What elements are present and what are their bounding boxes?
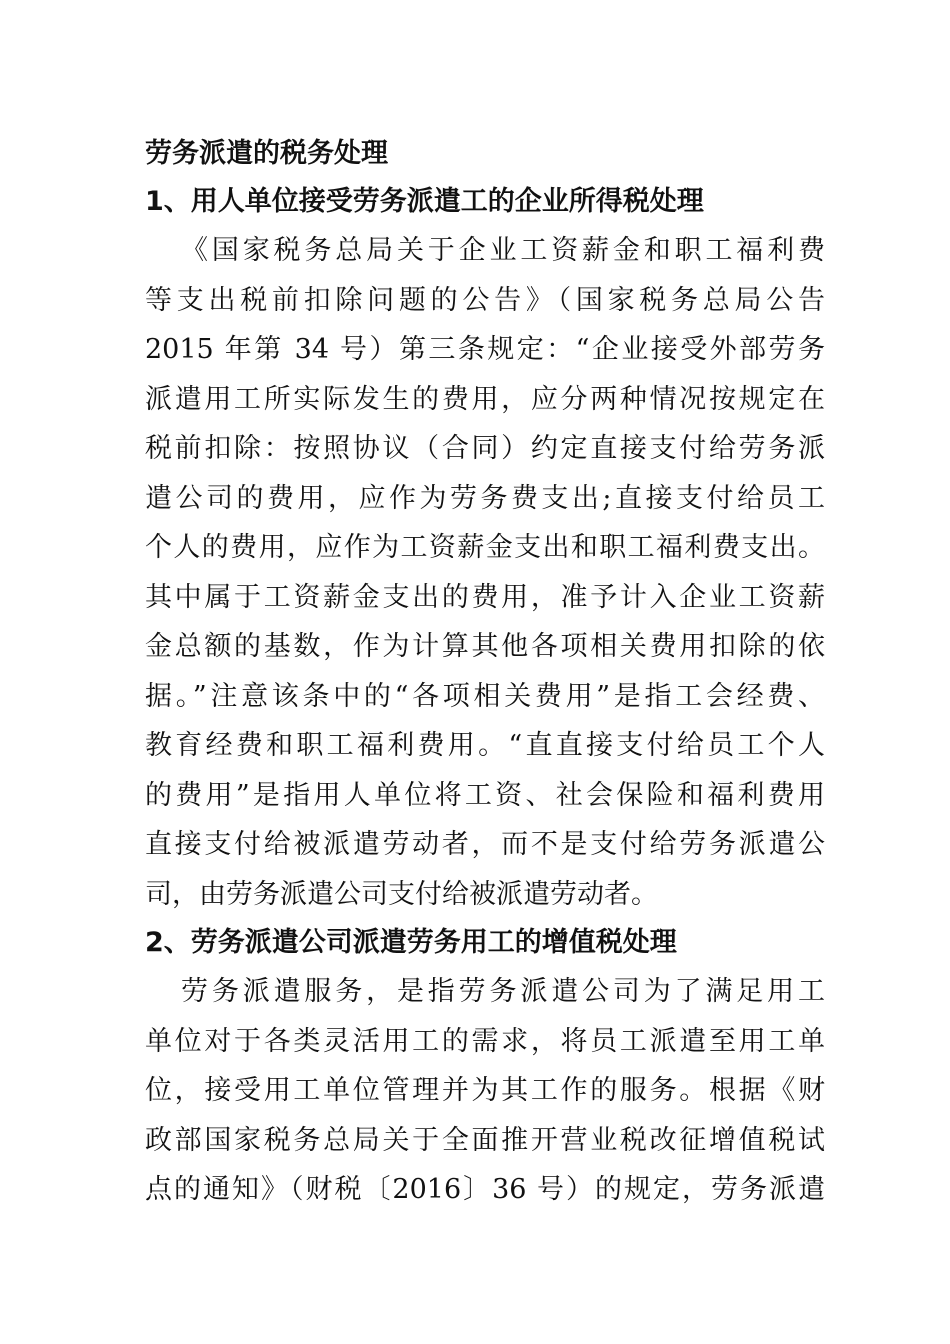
- text-line: 据。”注意该条中的“各项相关费用”是指工会经费、: [145, 680, 825, 712]
- text-line: 司，由劳务派遣公司支付给被派遣劳动者。: [145, 878, 658, 910]
- document-title: 劳务派遣的税务处理: [145, 138, 388, 169]
- text-line: 2015 年第 34 号）第三条规定：“企业接受外部劳务: [145, 334, 825, 365]
- text-line: 点的通知》（财税〔2016〕36 号）的规定，劳务派遣: [145, 1174, 825, 1205]
- section-heading-1: 1、用人单位接受劳务派遣工的企业所得税处理: [145, 186, 704, 217]
- text-line: 政部国家税务总局关于全面推开营业税改征增值税试: [145, 1124, 825, 1156]
- document-body: [145, 130, 825, 1215]
- text-line: 其中属于工资薪金支出的费用，准予计入企业工资薪: [145, 581, 825, 613]
- text-line: 《国家税务总局关于企业工资薪金和职工福利费: [181, 235, 825, 266]
- text-line: 位，接受用工单位管理并为其工作的服务。根据《财: [145, 1075, 825, 1106]
- text-line: 直接支付给被派遣劳动者，而不是支付给劳务派遣公: [145, 829, 825, 860]
- text-line: 税前扣除：按照协议（合同）约定直接支付给劳务派: [145, 433, 825, 464]
- text-line: 等支出税前扣除问题的公告》（国家税务总局公告: [145, 284, 825, 316]
- section-2-paragraph: [145, 967, 825, 1215]
- text-line: 金总额的基数，作为计算其他各项相关费用扣除的依: [145, 631, 825, 662]
- text-line: 个人的费用，应作为工资薪金支出和职工福利费支出。: [145, 532, 825, 563]
- text-line: 劳务派遣服务，是指劳务派遣公司为了满足用工: [181, 976, 825, 1007]
- text-line: 教育经费和职工福利费用。“直直接支付给员工个人: [145, 730, 825, 761]
- text-line: 单位对于各类灵活用工的需求，将员工派遣至用工单: [145, 1025, 825, 1057]
- section-1-paragraph: [145, 226, 825, 919]
- text-line: 的费用”是指用人单位将工资、社会保险和福利费用: [145, 779, 825, 811]
- text-line: 遣公司的费用，应作为劳务费支出;直接支付给员工: [145, 482, 825, 514]
- text-line: 派遣用工所实际发生的费用，应分两种情况按规定在: [145, 383, 825, 415]
- section-heading-2: 2、劳务派遣公司派遣劳务用工的增值税处理: [145, 927, 677, 958]
